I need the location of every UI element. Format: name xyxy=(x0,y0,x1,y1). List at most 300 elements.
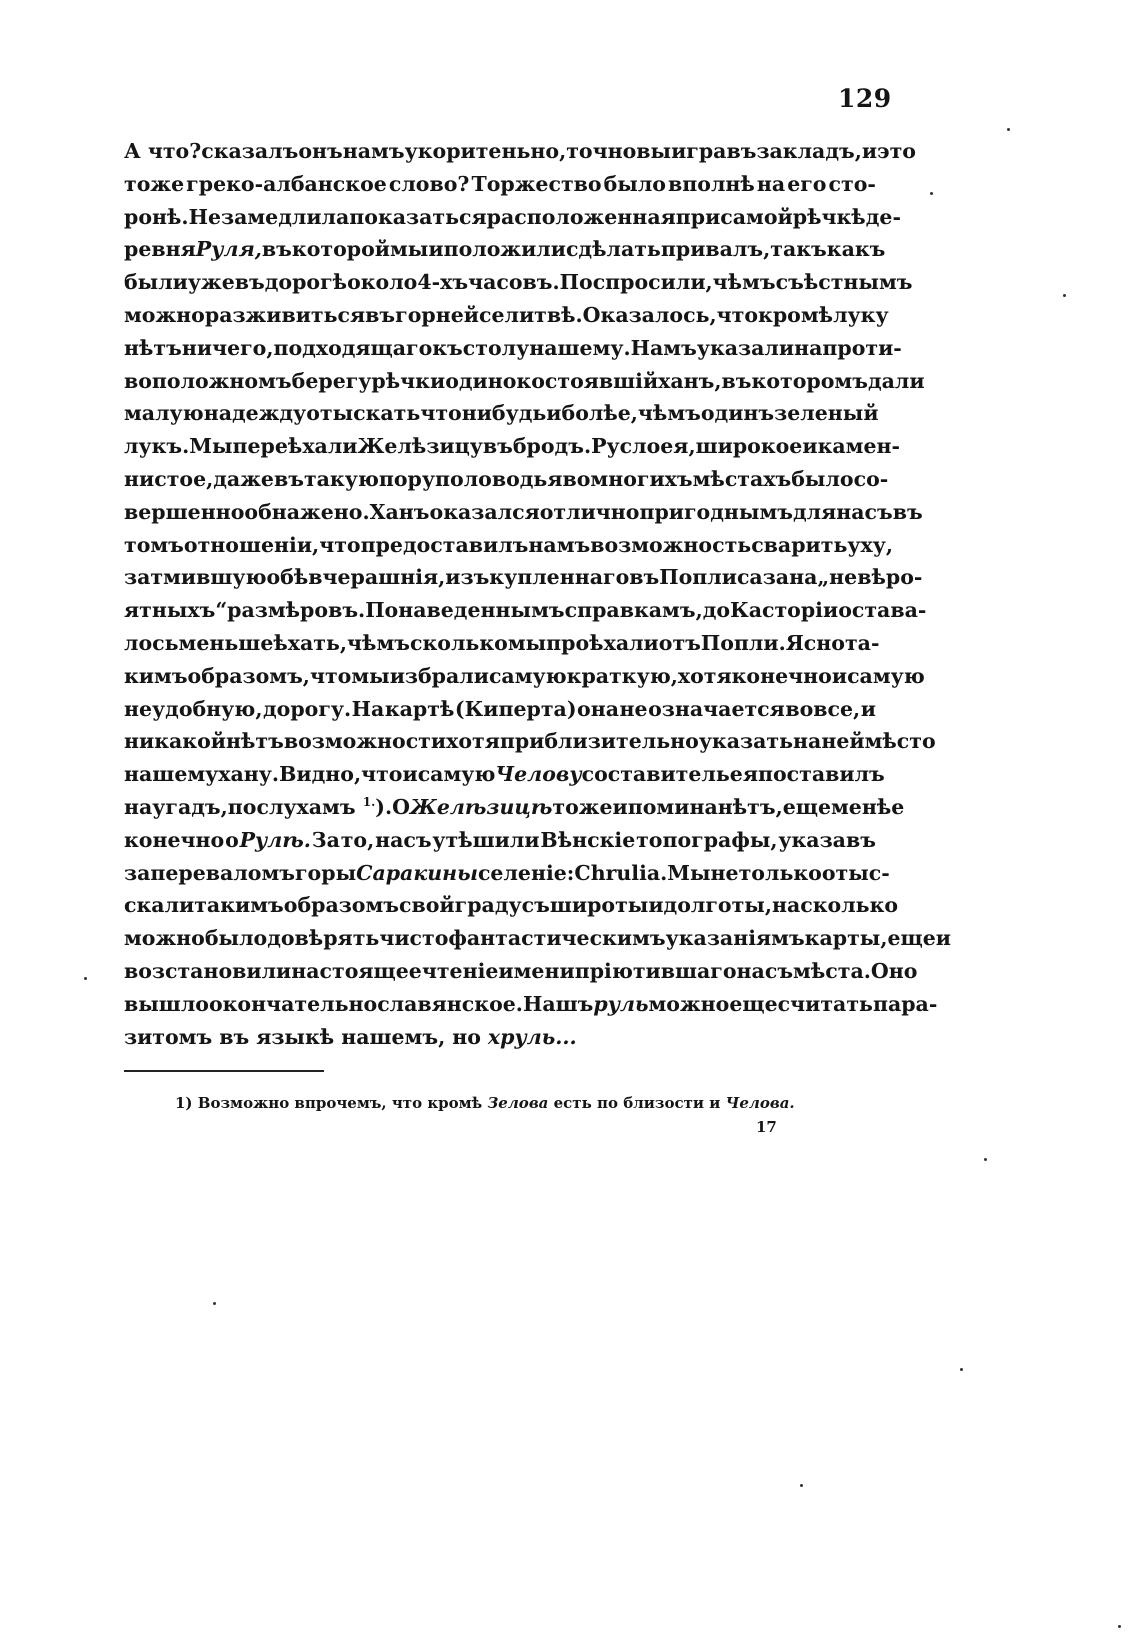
word: и xyxy=(612,794,628,819)
word: лось xyxy=(124,630,179,655)
word: намъ xyxy=(528,532,591,557)
footnote xyxy=(175,1094,795,1112)
word: переѣхали xyxy=(232,434,358,459)
word: ронѣ. xyxy=(124,204,189,229)
word: мѣсто xyxy=(864,729,936,754)
word: затмившую xyxy=(124,565,267,590)
word: отыс- xyxy=(821,860,890,885)
text-line xyxy=(124,365,925,398)
word: нашемъ, xyxy=(341,1024,446,1049)
word: отлично xyxy=(539,499,640,524)
scan-speck xyxy=(1063,294,1066,297)
word: хотя xyxy=(677,663,732,688)
word: слухамъ 1.). xyxy=(256,794,393,819)
word: и xyxy=(428,237,444,262)
word: малую xyxy=(124,401,204,426)
word: разживиться xyxy=(204,302,366,327)
footnote-divider xyxy=(124,1070,324,1072)
word: ханъ, xyxy=(658,368,722,393)
word: даже xyxy=(213,466,274,491)
word: уже xyxy=(187,270,235,295)
word: еще xyxy=(729,991,778,1016)
word: Руля, xyxy=(195,237,262,262)
word: хотя xyxy=(446,729,500,754)
word: расположенная xyxy=(486,204,676,229)
word: По xyxy=(365,598,399,623)
word: неудобную, xyxy=(124,696,263,721)
word: градусъ xyxy=(454,893,550,918)
word: Мы xyxy=(667,860,711,885)
word: одинъ xyxy=(700,401,775,426)
word: луку xyxy=(833,302,889,327)
word: берегу xyxy=(291,368,372,393)
text-line xyxy=(124,955,918,988)
word: не xyxy=(710,860,739,885)
word: столу xyxy=(462,335,530,360)
word: дали xyxy=(867,368,925,393)
word: рѣчкѣ xyxy=(792,204,866,229)
word: чѣмъ xyxy=(637,401,701,426)
word: купленнаго xyxy=(489,565,630,590)
word: о xyxy=(225,827,239,852)
footnote-italic-2: Челова. xyxy=(725,1094,795,1112)
word: тоже xyxy=(124,171,185,196)
footnote-text-before: Возможно впрочемъ, что кромѣ xyxy=(197,1094,483,1112)
scan-speck xyxy=(930,192,933,195)
word: чтенiе xyxy=(421,958,499,983)
word: положили xyxy=(443,237,566,262)
word: насъ xyxy=(375,827,432,852)
word: поставилъ xyxy=(757,762,885,787)
word: вчерашнiя, xyxy=(308,565,446,590)
word: Торжество xyxy=(471,171,602,196)
scan-speck xyxy=(960,1368,963,1371)
word: дорогу. xyxy=(262,696,352,721)
text-line xyxy=(124,463,889,496)
word: и xyxy=(831,663,848,688)
word: подходящаго xyxy=(273,335,433,360)
word: переваломъ xyxy=(150,860,295,885)
word: одиноко xyxy=(445,368,545,393)
word: нашему. xyxy=(529,335,631,360)
text-line xyxy=(124,201,901,234)
word: чѣмъ xyxy=(347,630,410,655)
word: Нашъ xyxy=(522,991,594,1016)
word: часовъ. xyxy=(468,270,560,295)
word: такъ xyxy=(770,237,827,262)
word: около xyxy=(347,270,418,295)
word: лукъ. xyxy=(124,434,190,459)
word: сварить xyxy=(751,532,848,557)
word: въ xyxy=(482,434,513,459)
word: Оказалось, xyxy=(582,302,717,327)
word: которомъ xyxy=(751,368,868,393)
word: сколько xyxy=(410,630,508,655)
scan-speck xyxy=(1007,128,1010,131)
word: и xyxy=(802,434,818,459)
word: зитомъ xyxy=(124,1024,213,1049)
word: многихъ xyxy=(590,466,693,491)
word: сто- xyxy=(828,171,876,196)
word: со- xyxy=(853,466,889,491)
word: самую xyxy=(847,663,925,688)
word: образомъ, xyxy=(187,663,310,688)
word: но xyxy=(452,1024,481,1049)
word: были xyxy=(124,270,188,295)
word: стоявшiй xyxy=(544,368,659,393)
word: въ xyxy=(721,368,752,393)
word: менѣе xyxy=(831,794,905,819)
word: топографы, xyxy=(636,827,778,852)
word: на xyxy=(793,729,822,754)
word: дорогѣ xyxy=(264,270,348,295)
word: де- xyxy=(865,204,901,229)
word: какъ xyxy=(826,237,886,262)
word: бродъ. xyxy=(512,434,592,459)
word: никакой xyxy=(124,729,226,754)
word: было xyxy=(603,171,666,196)
text-line xyxy=(124,988,938,1021)
word: воположномъ xyxy=(124,368,292,393)
word: уху, xyxy=(847,532,893,557)
word: выигравъ xyxy=(636,139,757,163)
word: Желѣзицѣ xyxy=(409,794,553,819)
word: что xyxy=(716,302,759,327)
word: изъ xyxy=(445,565,490,590)
word: что xyxy=(319,532,361,557)
word: сказалъ xyxy=(201,139,299,163)
word: угадъ, xyxy=(152,794,228,819)
footnote-marker: 1) xyxy=(175,1094,193,1112)
word: что xyxy=(309,663,352,688)
word: обнажено. xyxy=(244,499,370,524)
page-number: 129 xyxy=(838,84,892,113)
word: до xyxy=(702,598,731,623)
text-line xyxy=(124,627,880,660)
word: не xyxy=(619,696,648,721)
word: конечно xyxy=(731,663,832,688)
word: справкамъ, xyxy=(564,598,703,623)
word: укоритеньно, xyxy=(404,139,567,163)
word: помина xyxy=(627,794,718,819)
word: вышло xyxy=(124,991,209,1016)
word: можно xyxy=(124,926,205,951)
word: Ханъ xyxy=(369,499,430,524)
word: пору xyxy=(378,466,436,491)
word: нѣтъ xyxy=(124,335,182,360)
word: меньше xyxy=(178,630,274,655)
word: на xyxy=(771,893,801,918)
word: и xyxy=(861,139,878,163)
word: Видно, xyxy=(279,762,362,787)
scan-speck xyxy=(984,1158,987,1161)
word: въ xyxy=(629,565,660,590)
word: картѣ xyxy=(384,696,455,721)
word: что xyxy=(420,401,462,426)
word: оказался xyxy=(429,499,540,524)
word: Мы xyxy=(189,434,233,459)
word: карты, xyxy=(804,926,888,951)
scan-speck xyxy=(84,977,87,980)
word: вершенно xyxy=(124,499,245,524)
word: нашему xyxy=(124,762,219,787)
word: на xyxy=(756,171,786,196)
word: самой xyxy=(720,204,793,229)
text-line xyxy=(124,922,951,955)
word: избрали xyxy=(389,663,489,688)
word: болѣе, xyxy=(561,401,638,426)
word: она xyxy=(577,696,620,721)
word: еще xyxy=(782,794,831,819)
word: указали xyxy=(696,335,795,360)
word: греко-албанское xyxy=(186,171,387,196)
word: сдѣлать xyxy=(565,237,661,262)
word: образомъ xyxy=(283,893,400,918)
word: кромѣ xyxy=(758,302,834,327)
word: считать xyxy=(777,991,873,1016)
word: составитель xyxy=(581,762,730,787)
word: сазана xyxy=(736,565,818,590)
word: окончательно xyxy=(208,991,378,1016)
word: намъ xyxy=(342,139,405,163)
text-line xyxy=(124,135,916,168)
text-line xyxy=(124,594,927,627)
word: камен- xyxy=(817,434,901,459)
word: за xyxy=(124,860,151,885)
word: и xyxy=(546,401,562,426)
word: только xyxy=(738,860,822,885)
word: слово? xyxy=(388,171,470,196)
word: онъ xyxy=(298,139,343,163)
word: селенiе: xyxy=(477,860,575,885)
signature-mark: 17 xyxy=(756,1118,777,1136)
word: Попли xyxy=(659,565,737,590)
word: остава- xyxy=(838,598,927,623)
word: „невѣро- xyxy=(817,565,923,590)
word: самую xyxy=(417,762,496,787)
word: проѣхали xyxy=(546,630,659,655)
word: которой xyxy=(291,237,390,262)
text-line xyxy=(124,824,876,857)
word: при xyxy=(675,204,721,229)
word: вполнѣ xyxy=(668,171,755,196)
word: Chrulia. xyxy=(574,860,668,885)
text-line xyxy=(124,168,876,201)
text-line xyxy=(124,791,905,824)
word: насъ xyxy=(736,958,794,983)
word: руль xyxy=(593,991,649,1016)
word: краткую, xyxy=(566,663,678,688)
word: довѣрять xyxy=(267,926,380,951)
word: предоставилъ xyxy=(360,532,529,557)
word: къ xyxy=(432,335,463,360)
word: привалъ, xyxy=(660,237,771,262)
word: Желѣзицу xyxy=(357,434,483,459)
word: и xyxy=(402,762,418,787)
word: Попли. xyxy=(700,630,786,655)
word: закладъ, xyxy=(756,139,862,163)
word: вовсе, xyxy=(785,696,861,721)
word: За xyxy=(311,827,340,852)
word: это xyxy=(877,139,916,163)
word: ничего, xyxy=(181,335,274,360)
word: нибудь xyxy=(461,401,547,426)
word: наведеннымъ xyxy=(398,598,565,623)
word: съѣстнымъ xyxy=(775,270,913,295)
word: самую xyxy=(488,663,567,688)
word: означается xyxy=(648,696,785,721)
word: широкое xyxy=(695,434,803,459)
word: Намъ xyxy=(630,335,697,360)
word: прiютившаго xyxy=(574,958,737,983)
word: О xyxy=(392,794,410,819)
word: славянское. xyxy=(377,991,523,1016)
word: пара- xyxy=(872,991,938,1016)
word: было xyxy=(791,466,854,491)
word: на xyxy=(124,794,153,819)
word: нѣтъ, xyxy=(717,794,783,819)
word: такимъ xyxy=(194,893,284,918)
word: Не xyxy=(188,204,221,229)
word: чѣмъ xyxy=(712,270,776,295)
word: указавъ xyxy=(778,827,876,852)
text-line xyxy=(124,758,885,791)
word: отъ xyxy=(658,630,701,655)
word: пригоднымъ xyxy=(639,499,793,524)
text-line xyxy=(124,1021,876,1054)
word: и xyxy=(935,926,951,951)
word: Оно xyxy=(870,958,918,983)
word: отыскать xyxy=(306,401,421,426)
text-line xyxy=(124,725,936,758)
word: хруль... xyxy=(487,1024,577,1049)
word: возможности xyxy=(283,729,447,754)
text-line xyxy=(124,857,890,890)
text-line xyxy=(124,496,923,529)
word: для xyxy=(792,499,837,524)
word: чисто xyxy=(379,926,449,951)
text-line xyxy=(124,430,901,463)
text-line xyxy=(124,266,913,299)
footnote-text-middle: есть по близости и xyxy=(553,1094,721,1112)
word: На xyxy=(351,696,385,721)
scan-speck xyxy=(1118,1625,1121,1628)
scan-speck xyxy=(800,1484,803,1487)
word: Рулѣ. xyxy=(239,827,311,852)
text-line xyxy=(124,693,876,726)
word: языкѣ xyxy=(256,1024,335,1049)
word: половодья xyxy=(435,466,563,491)
word: широты xyxy=(549,893,649,918)
word: то, xyxy=(340,827,375,852)
word: что xyxy=(361,762,403,787)
text-line xyxy=(124,561,923,594)
word: конечно xyxy=(124,827,225,852)
word: насъ xyxy=(836,499,893,524)
word: указать xyxy=(698,729,794,754)
word: можно xyxy=(648,991,730,1016)
word: надежду xyxy=(203,401,307,426)
word: проти- xyxy=(822,335,902,360)
text-line xyxy=(124,660,925,693)
word: зеленый xyxy=(774,401,879,426)
word: ятныхъ“ xyxy=(124,598,228,623)
word: горней xyxy=(395,302,479,327)
word: въ xyxy=(365,302,396,327)
word: въ xyxy=(219,1024,250,1049)
word: нѣтъ xyxy=(225,729,284,754)
word: свой xyxy=(399,893,455,918)
word: во xyxy=(562,466,591,491)
word: ея xyxy=(729,762,758,787)
word: та- xyxy=(844,630,880,655)
word: А что? xyxy=(124,139,202,163)
word: утѣшили xyxy=(432,827,540,852)
word: горы xyxy=(295,860,357,885)
word: ея, xyxy=(660,434,696,459)
word: мы xyxy=(389,237,429,262)
word: ней xyxy=(821,729,865,754)
word: и xyxy=(648,893,664,918)
word: тоже xyxy=(552,794,613,819)
word: и xyxy=(860,696,876,721)
word: мы xyxy=(507,630,547,655)
word: отношенiи, xyxy=(183,532,320,557)
word: въ xyxy=(261,237,292,262)
word: на xyxy=(794,335,823,360)
word: замедлила xyxy=(221,204,350,229)
word: Ясно xyxy=(785,630,845,655)
word: Челову xyxy=(495,762,582,787)
word: размѣровъ. xyxy=(227,598,366,623)
footnote-italic-1: Зелова xyxy=(487,1094,549,1112)
body-text xyxy=(124,135,951,1053)
word: мѣста. xyxy=(793,958,871,983)
word: въ xyxy=(892,499,923,524)
word: кимъ xyxy=(124,663,188,688)
word: Саракины xyxy=(356,860,478,885)
text-line xyxy=(124,889,899,922)
word: приблизительно xyxy=(499,729,699,754)
word: настоящее xyxy=(291,958,422,983)
word: такую xyxy=(303,466,379,491)
word: въ xyxy=(234,270,265,295)
word: возстановили xyxy=(124,958,292,983)
word: томъ xyxy=(124,532,184,557)
word: фантастическимъ xyxy=(448,926,666,951)
word: мѣстахъ xyxy=(692,466,792,491)
text-line xyxy=(124,529,893,562)
word: сколько xyxy=(800,893,899,918)
text-line xyxy=(124,397,879,430)
word: Поспросили, xyxy=(559,270,713,295)
word: показаться xyxy=(349,204,487,229)
word: скали xyxy=(124,893,195,918)
word: хану. xyxy=(218,762,280,787)
word: нистое, xyxy=(124,466,214,491)
word: было xyxy=(204,926,268,951)
word: (Киперта) xyxy=(454,696,577,721)
word: точно xyxy=(566,139,637,163)
word: селитвѣ. xyxy=(478,302,583,327)
word: Вѣнскiе xyxy=(540,827,636,852)
word: ревня xyxy=(124,237,196,262)
word: имени xyxy=(498,958,575,983)
text-line xyxy=(124,233,886,266)
word: указанiямъ xyxy=(665,926,805,951)
word: Русло xyxy=(591,434,661,459)
word: ѣхать, xyxy=(273,630,348,655)
